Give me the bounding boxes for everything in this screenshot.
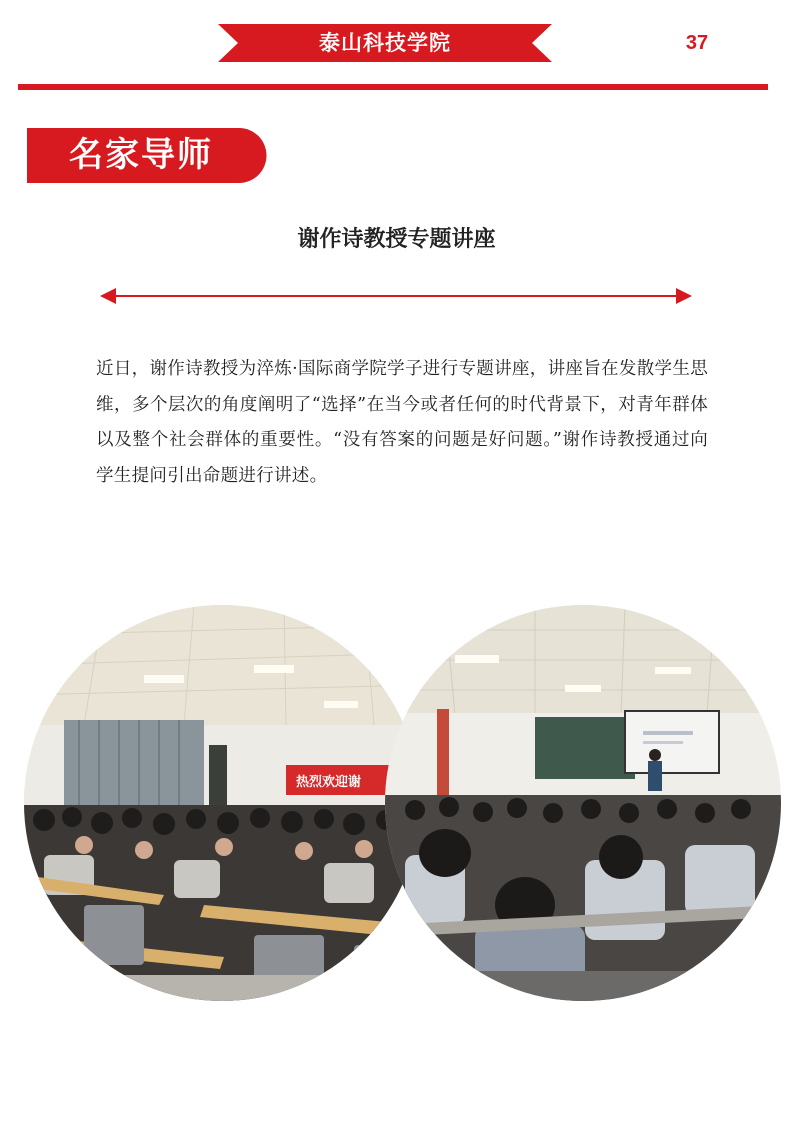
header-rule	[18, 84, 768, 90]
lecture-photo-left	[24, 605, 420, 1001]
double-arrow-divider	[100, 285, 692, 307]
section-tab	[27, 128, 267, 183]
header-banner	[218, 24, 552, 62]
article-title: 谢作诗教授专题讲座	[297, 226, 496, 252]
header-title: 泰山科技学院	[319, 30, 451, 55]
lecture-photo-right	[385, 605, 781, 1001]
section-title: 名家导师	[69, 135, 213, 175]
welcome-banner-text: 热烈欢迎谢	[296, 775, 362, 790]
article-body: 近日，谢作诗教授为淬炼·国际商学院学子进行专题讲座，讲座旨在发散学生思维，多个层次的角度阐明了“选择”在当今或者任何的时代背景下，对青年群体以及整个社会群体的重要性。“没有答案的问题是好问题。”谢作诗教授通过向学生提问引出命题进行讲述。	[96, 359, 708, 486]
page-number: 37	[685, 32, 709, 54]
